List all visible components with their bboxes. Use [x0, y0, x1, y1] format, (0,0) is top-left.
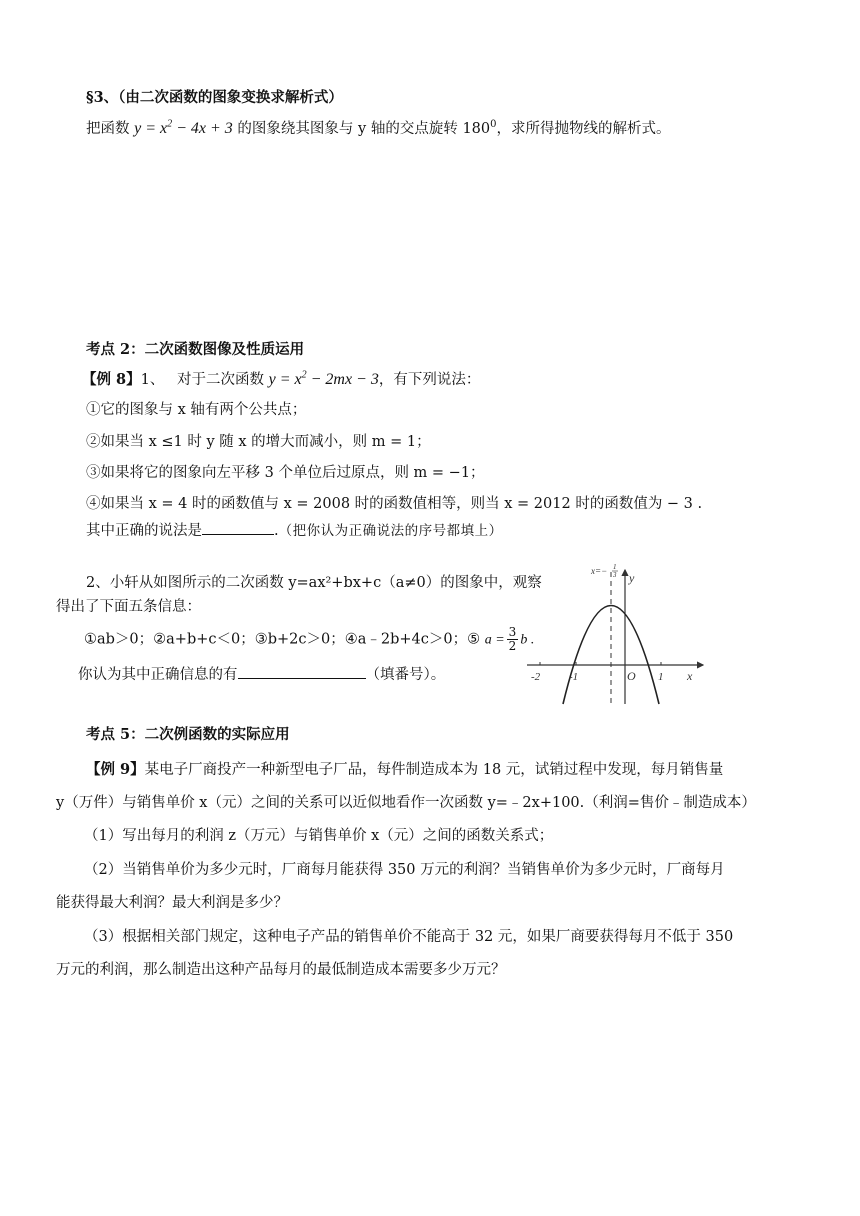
example9-line-1 [86, 760, 723, 780]
example9-text-1: 某电子厂商投产一种新型电子厂品，每件制造成本为 18 元，试销过程中发现，每月销售量 [144, 762, 724, 778]
example8-number: 1、 [140, 372, 165, 388]
section3-formula: $y = x^2 - 4x + 3$ [134, 118, 233, 137]
origin-label: O [627, 669, 636, 683]
example9-part-3a: （3）根据相关部门规定，这种电子产品的销售单价不能高于 32 元，如果厂商要获得每月不低于 350 [84, 929, 734, 945]
example8-intro-b: ，有下列说法： [378, 372, 481, 388]
example8-item-2: ②如果当 x ≤1 时 y 随 x 的增大而减小，则 m = 1； [86, 434, 431, 450]
q2-answer-blank[interactable] [238, 664, 366, 679]
example9-part-1: （1）写出每月的利润 z（万元）与销售单价 x（元）之间的函数关系式； [84, 828, 554, 844]
tick-label-minus-2: -2 [531, 671, 541, 683]
section3-question-end: ，求所得抛物线的解析式。 [496, 121, 671, 137]
example8-item-4: ④如果当 x = 4 时的函数值与 x = 2008 时的函数值相等，则当 x = 2012 时的函数值为 − 3 . [86, 496, 703, 512]
x-axis-label: x [687, 669, 693, 683]
section3-degree: 0 [490, 119, 497, 131]
q2-fraction-rhs: b . [520, 632, 535, 648]
section3-question-prefix: 把函数 [86, 121, 130, 137]
tick-label-minus-1: -1 [569, 671, 579, 683]
y-axis-label: y [629, 571, 635, 585]
example9-part-2b: 能获得最大利润？最大利润是多少？ [56, 895, 288, 911]
example8-item-1: ①它的图象与 x 轴有两个公共点； [86, 402, 307, 418]
example8-formula: $y = x^2 - 2mx - 3$ [268, 369, 379, 388]
tick-label-1: 1 [658, 671, 664, 683]
example8-intro-a: 对于二次函数 [176, 372, 264, 388]
example9-line-2: y（万件）与销售单价 x（元）之间的关系可以近似地看作一次函数 y=﹣2x+100.（利润=售价﹣制造成本） [56, 795, 756, 811]
q2-fraction-lhs: a = [484, 632, 505, 648]
q2-line-2: 得出了下面五条信息： [56, 599, 201, 615]
example9-tag: 【例 9】 [86, 761, 145, 778]
parabola-graph [525, 562, 710, 707]
example8-answer-blank[interactable] [202, 520, 274, 535]
q2-answer-prefix: 你认为其中正确信息的有 [78, 667, 238, 683]
example9-part-2a: （2）当销售单价为多少元时，厂商每月能获得 350 万元的利润？当销售单价为多少元时，厂商每月 [84, 862, 725, 878]
example9-part-3b: 万元的利润，那么制造出这种产品每月的最低制造成本需要多少万元？ [56, 962, 506, 978]
q2-answer-suffix: （填番号）。 [365, 667, 446, 683]
q2-line-4 [78, 664, 445, 685]
q2-fraction: $\frac{3}{2}$ [508, 625, 517, 653]
symmetry-axis-frac-den: 3 [613, 571, 617, 579]
kp5-heading: 考点 5：二次例函数的实际应用 [86, 726, 290, 743]
example8-answer-prefix: 其中正确的说法是 [86, 523, 202, 539]
example8-intro [82, 370, 480, 390]
kp2-heading: 考点 2：二次函数图像及性质运用 [86, 341, 305, 358]
example8-answer-hint: （把你认为正确说法的序号都填上） [278, 523, 503, 539]
symmetry-axis-label: x=− [591, 566, 608, 576]
example8-item-3: ③如果将它的图象向左平移 3 个单位后过原点，则 m = −1； [86, 465, 485, 481]
example8-tag: 【例 8】 [82, 371, 141, 388]
answer-dot: . [274, 523, 279, 539]
q2-line-3 [84, 626, 534, 653]
example8-answer-line [86, 520, 503, 541]
section3-question [86, 119, 671, 139]
section3-heading: §3、（由二次函数的图象变换求解析式） [86, 89, 343, 106]
q2-statements: ①ab＞0；②a+b+c＜0；③b+2c＞0；④a﹣2b+4c＞0；⑤ [84, 631, 481, 648]
section3-question-suffix: 的图象绕其图象与 y 轴的交点旋转 180 [237, 121, 491, 137]
q2-line-1: 2、小轩从如图所示的二次函数 y=ax²+bx+c（a≠0）的图象中，观察 [86, 575, 542, 591]
symmetry-axis-frac-num: 1 [613, 563, 617, 571]
